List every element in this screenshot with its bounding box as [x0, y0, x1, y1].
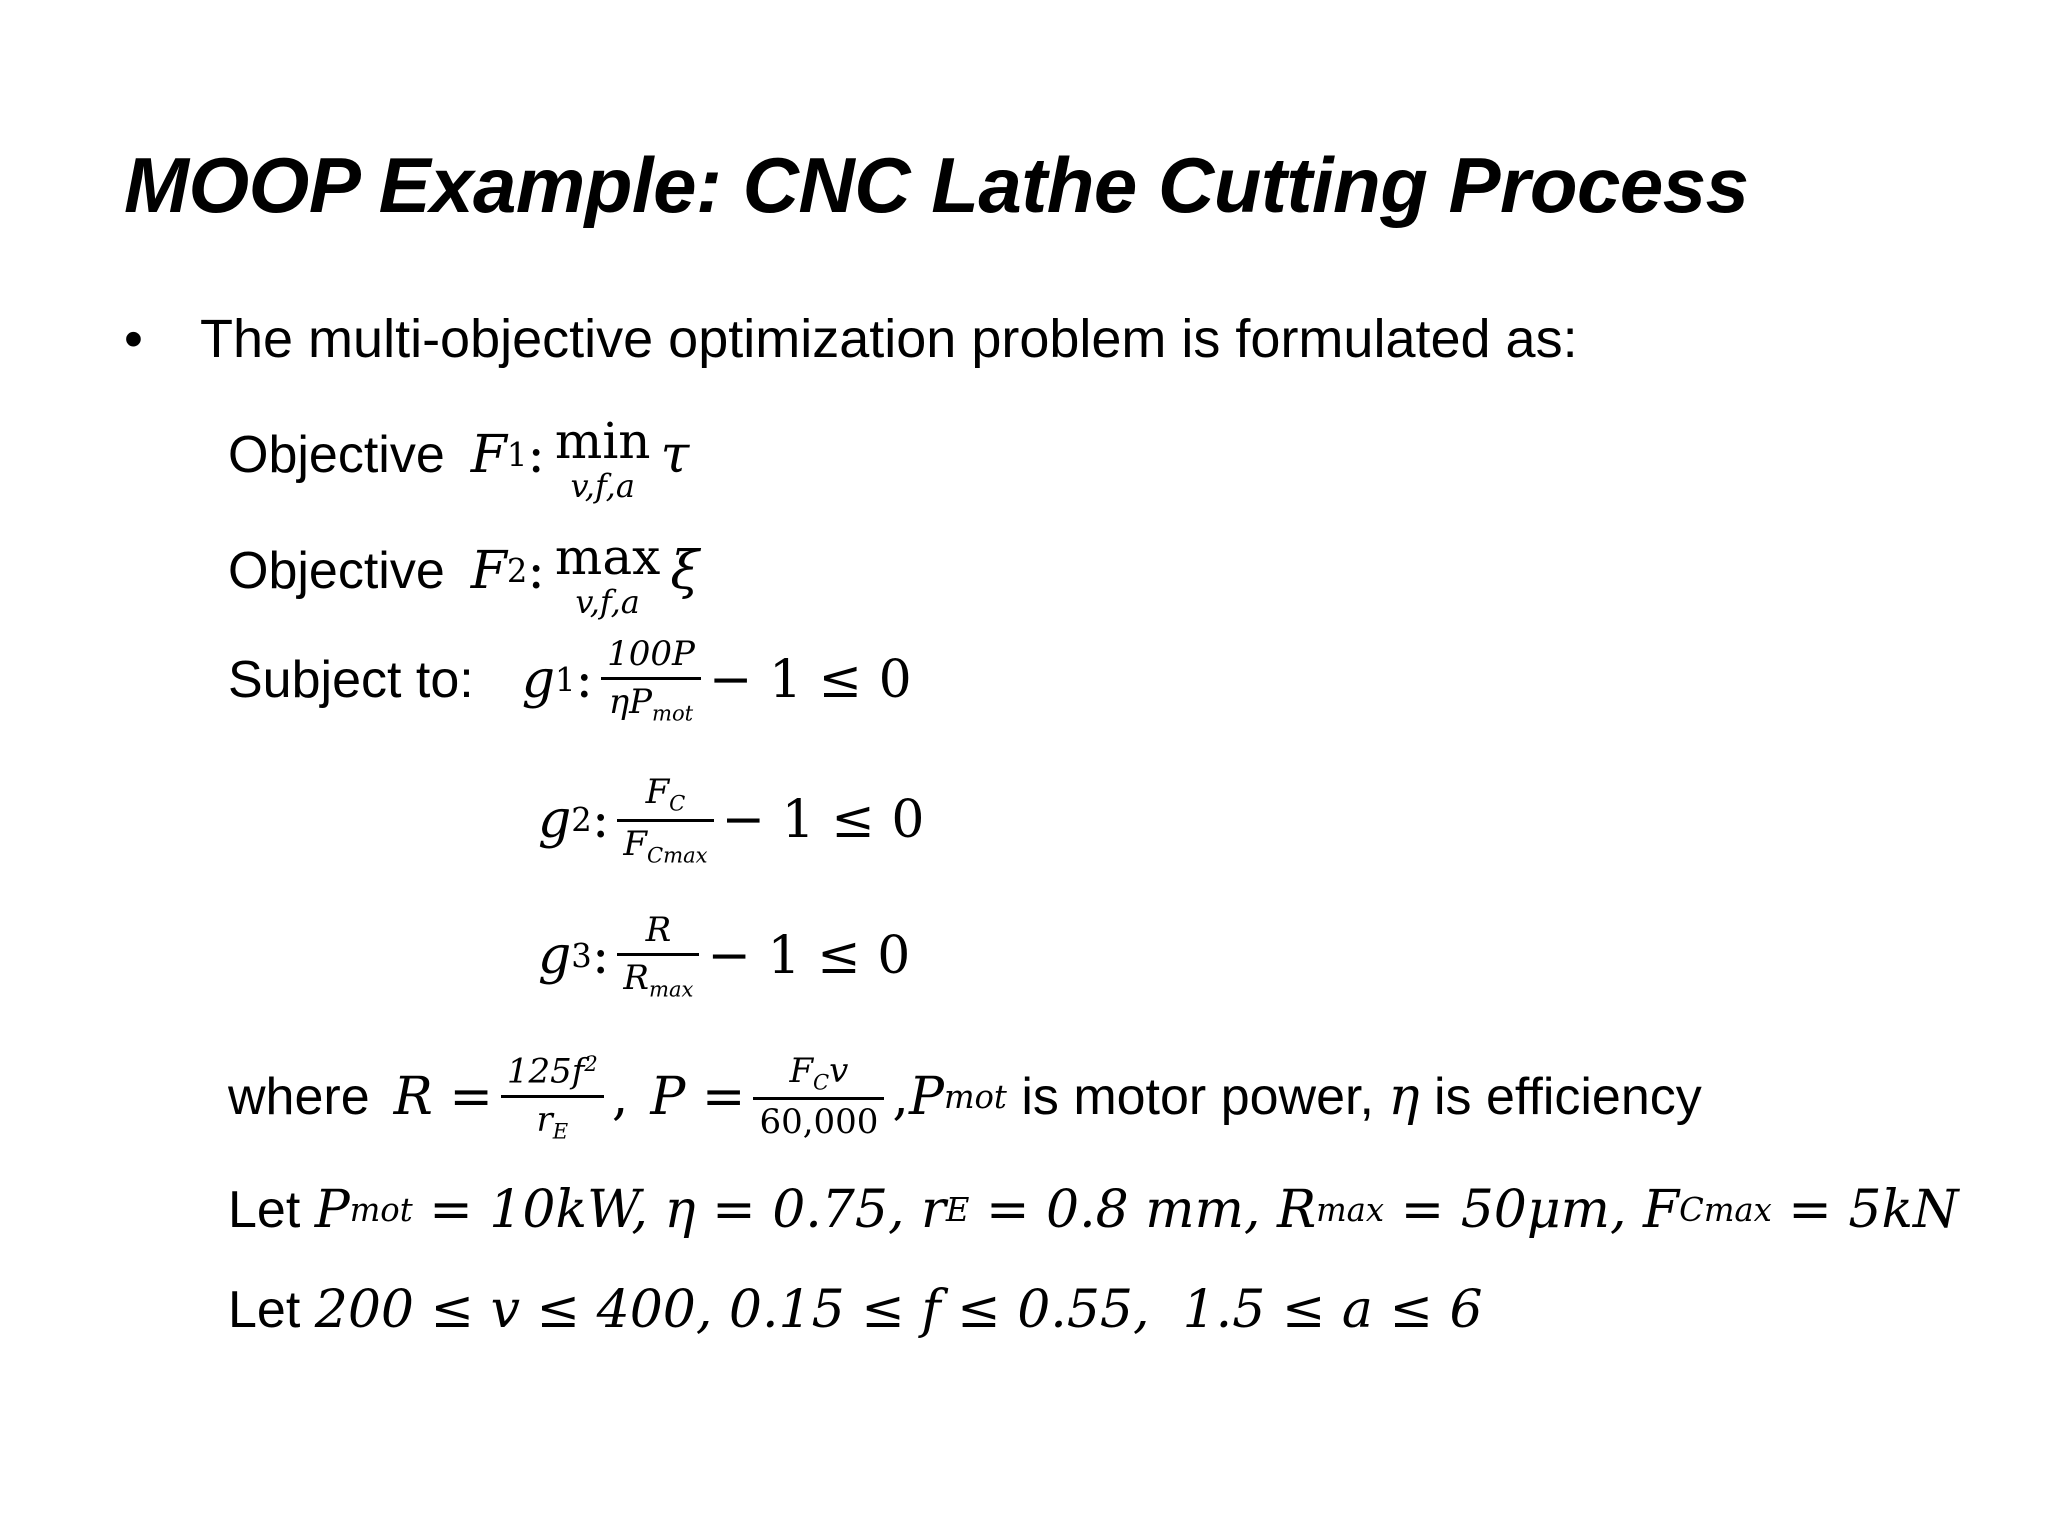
r-lhs: R =: [393, 1067, 493, 1128]
where-label: where: [228, 1068, 370, 1127]
f1-target: τ: [660, 425, 690, 485]
f2-target: ξ: [670, 541, 699, 601]
r-numerator: [501, 1052, 604, 1091]
g1-den-sub: mot: [652, 700, 694, 726]
g2-den-main: F: [623, 823, 647, 864]
g3-denominator: [617, 960, 699, 1001]
eta-symbol: η: [1388, 1067, 1420, 1128]
g1-colon: :: [575, 650, 594, 711]
g3-den-sub: max: [648, 976, 694, 1002]
g3-sub: 3: [571, 937, 592, 976]
g1-fraction-bar: [601, 677, 701, 680]
f1-sub: 1: [506, 436, 528, 474]
f1-operator: [554, 412, 651, 505]
p-numerator: [783, 1050, 854, 1095]
bullet-line: [124, 308, 1578, 370]
objective-label: Objective: [228, 426, 445, 484]
g1-sub: 1: [555, 661, 576, 700]
g1-denominator: [603, 684, 699, 725]
bullet-text: The multi-objective optimization problem is formulated as:: [200, 309, 1578, 369]
r-num-main: 125f: [506, 1051, 585, 1092]
f2-var: F: [470, 541, 507, 601]
where-text-2: is efficiency: [1419, 1068, 1702, 1127]
p-fraction-bar: [753, 1097, 884, 1100]
f2-colon: :: [527, 541, 545, 601]
f1-colon: :: [527, 425, 545, 485]
let1-p-sub: mot: [349, 1191, 413, 1229]
p-lhs: P =: [650, 1067, 746, 1128]
let1-rmax: R: [1276, 1180, 1317, 1240]
objective-label: Objective: [228, 542, 445, 600]
let1-fc-val: = 5kN: [1771, 1180, 1959, 1240]
g2-fraction-bar: [617, 819, 713, 822]
g3-var: g: [538, 926, 572, 987]
g1-den-main: ηP: [608, 682, 652, 723]
g2-den-sub2: max: [663, 841, 708, 867]
r-den-sub: E: [552, 1118, 569, 1144]
constraint-g2-row: [538, 774, 924, 866]
f2-op-name: max: [554, 528, 661, 586]
let1-re-sub: E: [945, 1191, 970, 1229]
let1-rmax-sub: max: [1316, 1191, 1385, 1229]
p-num-sub: C: [813, 1069, 830, 1095]
let-row-1: [228, 1180, 1959, 1240]
g3-fraction-bar: [617, 953, 699, 956]
slide-title: MOOP Example: CNC Lathe Cutting Process: [124, 141, 1749, 229]
let-label-2: Let: [228, 1281, 315, 1339]
f1-op-name: min: [554, 412, 651, 470]
where-text-1: is motor power,: [1006, 1068, 1389, 1127]
let1-re-val: = 0.8 mm,: [969, 1180, 1277, 1240]
let2-expr: 200 ≤ v ≤ 400, 0.15 ≤ f ≤ 0.55, 1.5 ≤ a ≤ 6: [314, 1280, 1483, 1340]
g2-denominator: [617, 823, 713, 867]
g1-fraction: [601, 636, 701, 725]
g3-numerator: R: [645, 910, 672, 950]
r-den-main: r: [536, 1099, 553, 1140]
g1-numerator: 100P: [607, 634, 695, 674]
bullet-icon: •: [124, 309, 143, 369]
let1-fc-sub2: max: [1703, 1191, 1772, 1229]
p-num-tail: v: [829, 1050, 849, 1091]
let1-p: P: [314, 1180, 350, 1240]
g2-rest: − 1 ≤ 0: [721, 790, 925, 851]
g2-sub: 2: [571, 801, 592, 840]
g2-var: g: [538, 790, 572, 851]
let1-fc: F: [1643, 1180, 1680, 1240]
objective-f1-row: [228, 408, 690, 505]
p-num-main: F: [789, 1050, 814, 1091]
r-fraction-bar: [501, 1095, 604, 1098]
g2-numerator: [640, 774, 692, 815]
r-fraction: [501, 1052, 604, 1143]
f2-sub: 2: [506, 552, 528, 590]
g2-colon: :: [591, 790, 610, 851]
g2-num-main: F: [645, 772, 670, 812]
let1-fc-sub: C: [1679, 1191, 1704, 1229]
where-row: [228, 1052, 1702, 1143]
g2-fraction: [617, 774, 713, 866]
let-row-2: [228, 1280, 1483, 1340]
pmot-sub: mot: [943, 1078, 1007, 1117]
pmot-var: P: [908, 1067, 944, 1128]
let-label-1: Let: [228, 1181, 315, 1239]
let1-re: r: [921, 1180, 946, 1240]
objective-f2-row: [228, 524, 699, 621]
constraint-g3-row: [538, 912, 910, 1001]
let1-rmax-val: = 50μm,: [1384, 1180, 1644, 1240]
r-num-sup: 2: [584, 1051, 598, 1076]
p-denominator: 60,000: [759, 1102, 879, 1143]
f2-operator: [554, 528, 661, 621]
g2-den-sub: C: [646, 841, 664, 867]
f1-var: F: [470, 425, 507, 485]
g3-colon: :: [591, 926, 610, 987]
g3-rest: − 1 ≤ 0: [707, 926, 911, 987]
f2-op-limits: v,f,a: [575, 583, 640, 621]
let1-p-val: = 10kW,: [412, 1180, 665, 1240]
constraint-g1-row: [228, 636, 912, 725]
subject-to-label: Subject to:: [228, 651, 474, 710]
g1-var: g: [521, 650, 556, 711]
comma-1: ,: [611, 1067, 629, 1128]
g3-fraction: [617, 912, 699, 1001]
g1-rest: − 1 ≤ 0: [708, 650, 912, 711]
p-fraction: [753, 1050, 884, 1143]
let1-eta: η = 0.75,: [664, 1180, 922, 1240]
g2-num-sub: C: [669, 790, 686, 816]
comma-2: ,: [892, 1067, 909, 1128]
g3-den-main: R: [623, 958, 649, 999]
r-denominator: [531, 1099, 575, 1144]
f1-op-limits: v,f,a: [570, 467, 635, 505]
